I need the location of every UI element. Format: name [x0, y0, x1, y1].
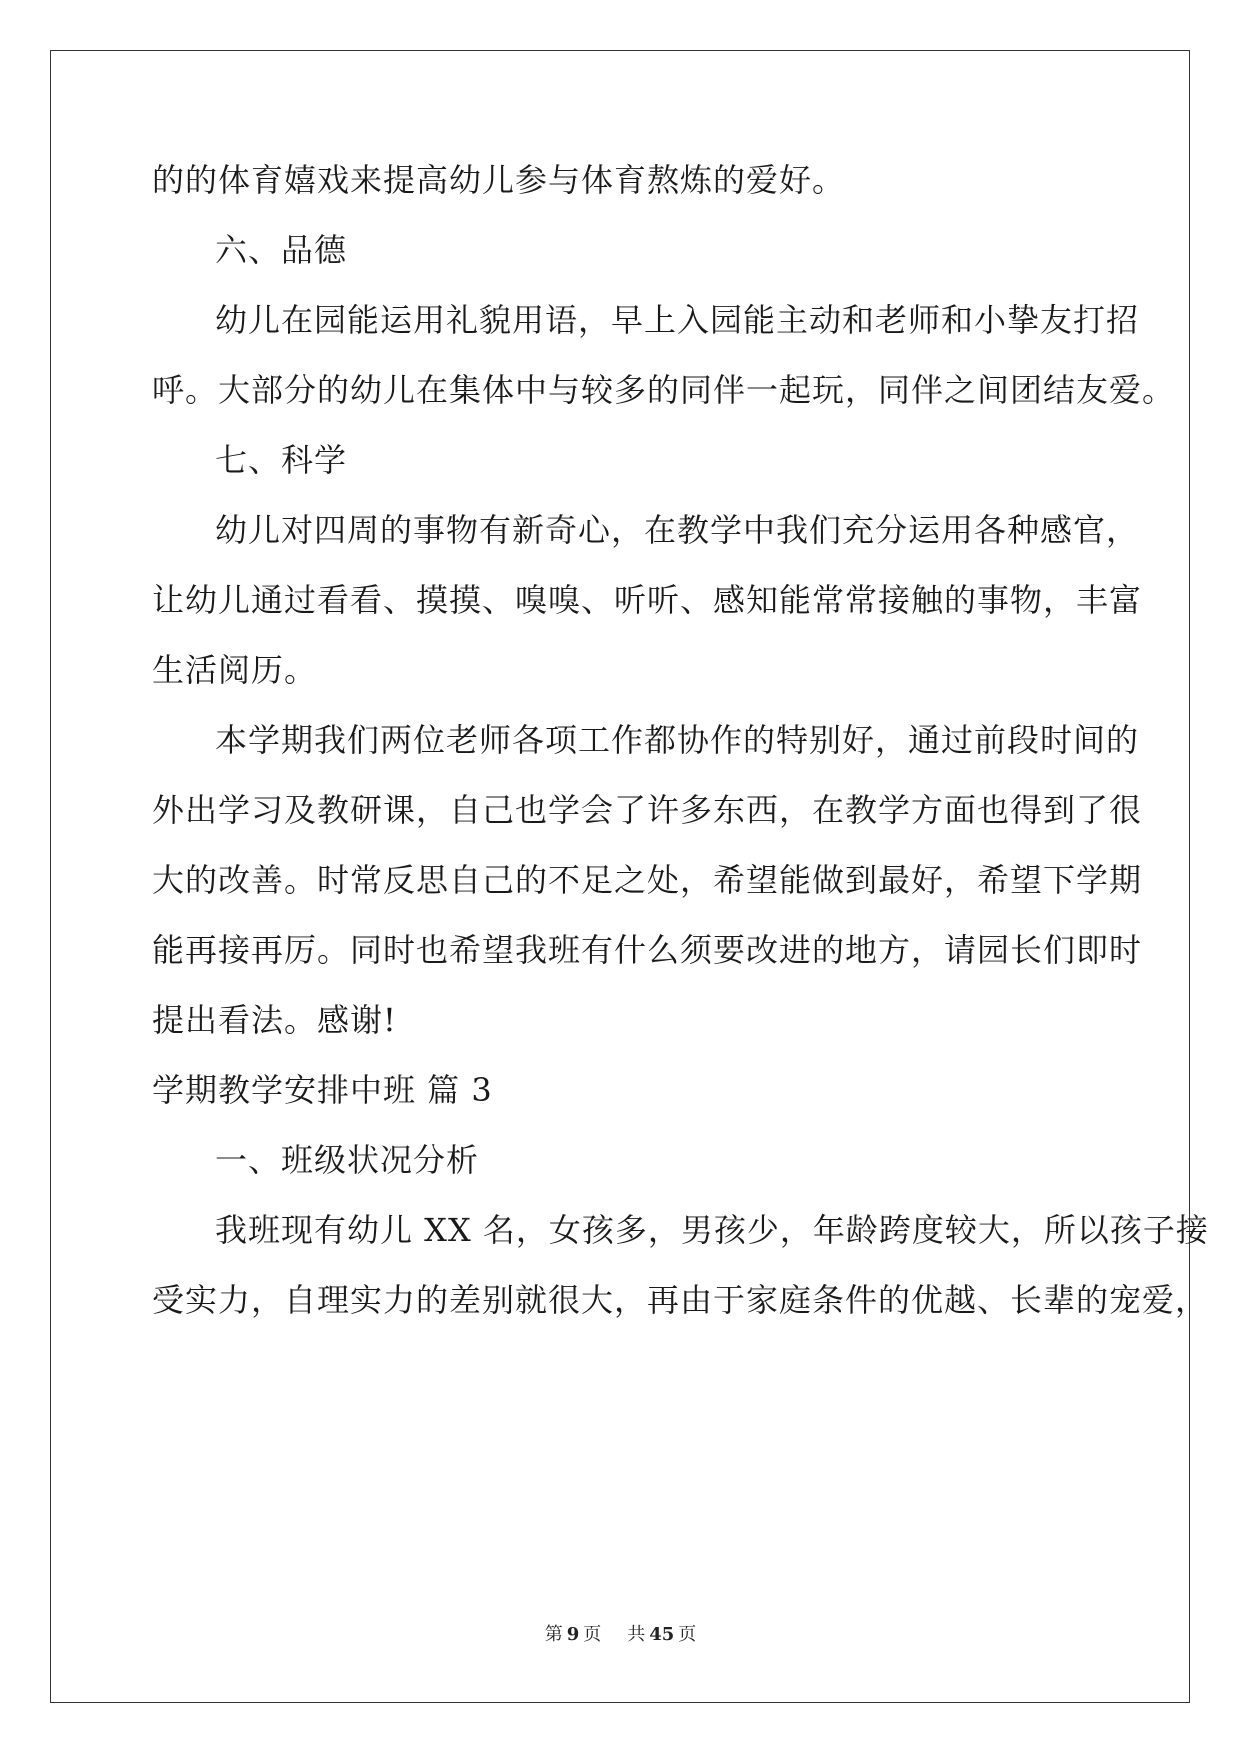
paragraph-line: 外出学习及教研课，自己也学会了许多东西，在教学方面也得到了很 [152, 791, 1143, 829]
paragraph-line: 幼儿在园能运用礼貌用语，早上入园能主动和老师和小挚友打招 [215, 301, 1140, 339]
footer-prefix: 第 [544, 1624, 563, 1645]
footer-page-number: 9 [566, 1624, 580, 1645]
paragraph-line: 提出看法。感谢! [152, 1001, 397, 1039]
paragraph-line: 让幼儿通过看看、摸摸、嗅嗅、听听、感知能常常接触的事物，丰富 [152, 581, 1143, 619]
paragraph-line: 大的改善。时常反思自己的不足之处，希望能做到最好，希望下学期 [152, 861, 1143, 899]
article-title-part-3: 学期教学安排中班 篇 3 [152, 1071, 493, 1109]
paragraph-line: 受实力，自理实力的差别就很大，再由于家庭条件的优越、长辈的宠爱， [152, 1281, 1209, 1319]
paragraph-line: 能再接再厉。同时也希望我班有什么须要改进的地方，请园长们即时 [152, 931, 1143, 969]
paragraph-line: 呼。大部分的幼儿在集体中与较多的同伴一起玩，同伴之间团结友爱。 [152, 371, 1176, 409]
footer-total-pages: 45 [649, 1624, 675, 1645]
footer-total-prefix: 共 [627, 1624, 646, 1645]
section-heading-class-analysis: 一、班级状况分析 [215, 1141, 480, 1179]
section-heading-science: 七、科学 [215, 441, 348, 479]
page-footer [0, 1623, 1241, 1647]
paragraph-line: 幼儿对四周的事物有新奇心，在教学中我们充分运用各种感官， [215, 511, 1140, 549]
paragraph-line: 生活阅历。 [152, 651, 318, 689]
paragraph-line: 本学期我们两位老师各项工作都协作的特别好，通过前段时间的 [215, 721, 1140, 759]
paragraph-line: 的的体育嬉戏来提高幼儿参与体育熬炼的爱好。 [152, 161, 846, 199]
section-heading-morality: 六、品德 [215, 231, 348, 269]
paragraph-line: 我班现有幼儿 XX 名，女孩多，男孩少，年龄跨度较大，所以孩子接 [215, 1211, 1209, 1249]
footer-total-suffix: 页 [678, 1624, 697, 1645]
footer-page-suffix: 页 [583, 1624, 602, 1645]
